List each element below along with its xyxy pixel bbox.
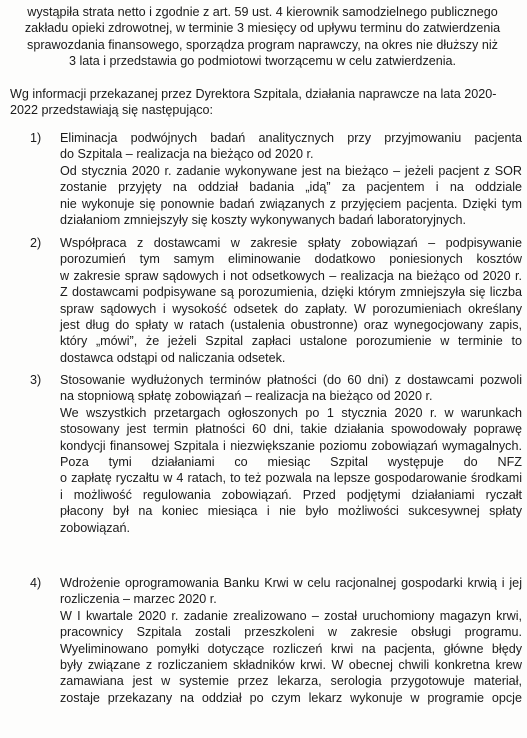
list-item-line: o zapłatę ryczałtu w 4 ratach, to też pozwala na lepsze gospodarowanie środkami [60,471,522,486]
list-item-line: zostaje przekazany na oddział po czym lekarz wykonuje w programie opcje [60,690,522,705]
list-item-line: Od stycznia 2020 r. zadanie wykonywane jest na bieżąco – jeżeli pacjent z SOR [60,163,522,178]
list-item-line: rozliczenia – marzec 2020 r. [60,592,217,607]
list-item-line: na stopniową spłatę zobowiązań – realizacja na bieżąco od 2020 r. [60,389,433,404]
list-item-number: 4) [30,576,42,590]
list-item-line: Eliminacja podwójnych badań analitycznych przy przyjmowaniu pacjenta [60,131,522,145]
list-item-body [60,235,522,366]
list-item-line: We wszystkich przetargach ogłoszonych po 1 stycznia 2020 r. w warunkach [60,405,522,420]
list-item-line: Poza tymi działaniami co miesiąc Szpital występuje do NFZ [60,455,522,470]
list-item-line: Wyeliminowano pomyłki dotyczące rozliczeń krwi na pacjenta, główne błędy [60,641,522,656]
list-item-line: płacony był na koniec miesiąca i nie było możliwości sukcesywnej spłaty [60,504,522,519]
list-item-body [60,575,522,706]
list-item-body [60,130,522,228]
list-item-number: 2) [30,236,42,250]
list-item-line: działaniom zmniejszyły się koszty wykonywanych badań laboratoryjnych. [60,213,466,228]
list-item-line: W I kwartale 2020 r. zadanie zrealizowano – został uruchomiony magazyn krwi, [60,608,522,623]
list-item-number: 1) [30,131,42,145]
list-item-line: Stosowanie wydłużonych terminów płatności (do 60 dni) z dostawcami pozwoli [60,373,522,387]
list-item-line: spraw sądowych i wysokość odsetek do zapłaty. W porozumieniach określany [60,301,522,316]
lead-line: Wg informacji przekazanej przez Dyrektora Szpitala, działania naprawcze na lata 2020- [10,87,497,101]
list-item-line: i możliwość regulowania zobowiązań. Przed podjętymi działaniami ryczałt [60,487,522,502]
list-item-line: zostanie przyjęty na oddział badania „idą” za pacjentem i na oddziale [60,180,522,195]
list-item-line: były związane z rozliczaniem składników krwi. W obecnej chwili konkretna krew [60,658,522,673]
list-item-line: zobowiązań. [60,520,131,535]
list-item-line: Z dostawcami podpisywane są porozumienia, dzięki którym zmniejszyła się liczba [60,285,522,300]
list-item-number: 3) [30,373,42,387]
list-item-line: porozumień tym samym eliminowanie dodatkowo poniesionych kosztów [60,252,522,267]
list-item-line: w zakresie spraw sądowych i not odsetkowych – realizacja na bieżąco od 2020 r. [60,268,522,283]
list-item-body [60,372,522,536]
list-item-line: kondycji finansowej Szpitala i niezwiększanie poziomu zobowiązań wymagalnych. [60,438,522,453]
list-item-line: pracownicy Szpitala zostali przeszkoleni w zakresie obsługi programu. [60,625,522,640]
lead-paragraph [10,86,518,119]
list-item-line: który „mówi”, że jeżeli Szpital zapłaci ustalone porozumienie w terminie to [60,334,522,349]
intro-line: wystąpiła strata netto i zgodnie z art. 59 ust. 4 kierownik samodzielnego publicznego [27,5,498,19]
list-item-line: stosowany jest termin płatności 60 dni, takie działania spowodowały poprawę [60,422,522,437]
list-item-line: Współpraca z dostawcami w zakresie spłaty zobowiązań – podpisywanie [60,236,522,250]
lead-line: 2022 przedstawiają się następująco: [10,103,214,118]
intro-line: sprawozdania finansowego, sporządza program naprawczy, na okres nie dłuższy niż [27,37,498,52]
list-item-line: zamawiana jest w systemie przez lekarza, serologia przygotowuje materiał, [60,674,522,689]
intro-line: 3 lata i przedstawia go podmiotowi tworzącemu w celu zatwierdzenia. [68,54,457,69]
list-item-line: jest dług do spłaty w ratach (ustalenia obustronne) oraz wynegocjowany zapis, [60,318,522,333]
list-item-line: dostawca odstąpi od naliczania odsetek. [60,350,286,365]
list-item-line: do Szpitala – realizacja na bieżąco od 2020 r. [60,147,314,162]
list-item-line: Wdrożenie oprogramowania Banku Krwi w celu racjonalnej gospodarki krwią i jej [60,576,522,590]
list-item-line: nie wykonuje się ponownie badań związanych z przyjęciem pacjenta. Dzięki tym [60,196,522,211]
intro-paragraph [10,4,515,70]
intro-line: zakładu opieki zdrowotnej, w terminie 3 miesięcy od upływu terminu do zatwierdzenia [24,21,501,36]
